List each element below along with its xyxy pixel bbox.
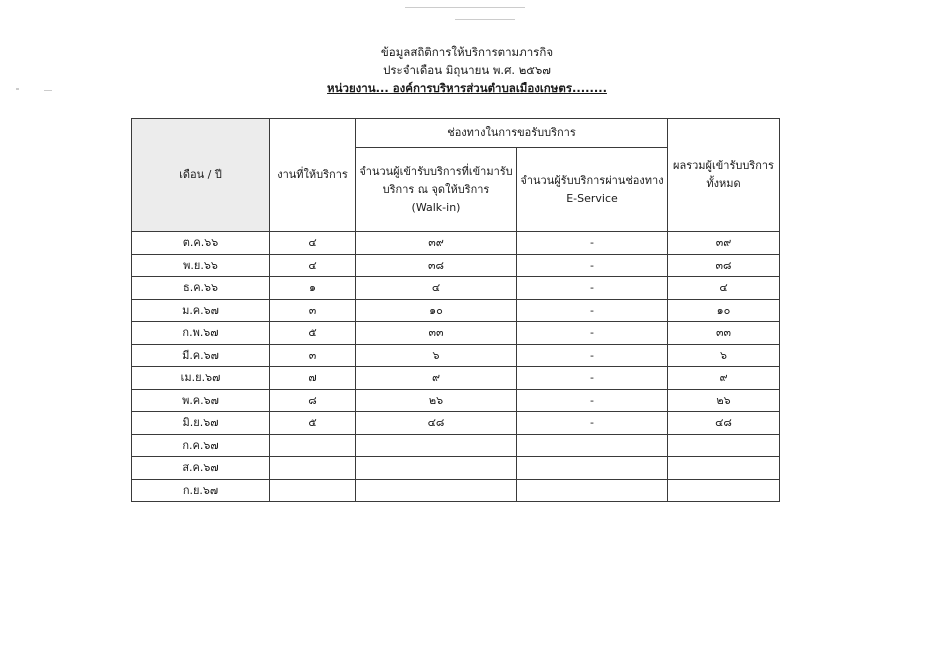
scan-mark-top-small	[455, 19, 515, 20]
cell-service: ๕	[270, 412, 356, 435]
cell-service: ๔	[270, 232, 356, 255]
cell-total: ๓๓	[668, 322, 780, 345]
cell-total: ๓๘	[668, 254, 780, 277]
header-total-line2: ทั้งหมด	[706, 177, 741, 190]
table-row	[132, 322, 780, 345]
cell-service: ๘	[270, 389, 356, 412]
cell-eservice: -	[517, 299, 668, 322]
table-row	[132, 254, 780, 277]
header-eservice	[517, 148, 668, 232]
cell-service: ๓	[270, 344, 356, 367]
cell-service: ๗	[270, 367, 356, 390]
cell-month: ม.ค.๖๗	[132, 299, 270, 322]
header-walk-in-line3: (Walk-in)	[411, 200, 461, 214]
cell-month: ธ.ค.๖๖	[132, 277, 270, 300]
cell-eservice: -	[517, 232, 668, 255]
header-month: เดือน / ปี	[132, 119, 270, 232]
cell-eservice: -	[517, 277, 668, 300]
table-row	[132, 232, 780, 255]
cell-month: ก.พ.๖๗	[132, 322, 270, 345]
doc-title: ข้อมูลสถิติการให้บริการตามภารกิจ	[380, 45, 554, 59]
header-total-line1: ผลรวมผู้เข้ารับบริการ	[673, 159, 774, 172]
cell-month: ส.ค.๖๗	[132, 457, 270, 480]
cell-total: ๖	[668, 344, 780, 367]
cell-service: ๕	[270, 322, 356, 345]
table-row	[132, 299, 780, 322]
cell-eservice: -	[517, 389, 668, 412]
header-total	[668, 119, 780, 232]
cell-eservice	[517, 434, 668, 457]
cell-eservice: -	[517, 254, 668, 277]
header-walk-in-line1: จำนวนผู้เข้ารับบริการที่เข้ามารับ	[359, 164, 513, 178]
cell-eservice: -	[517, 322, 668, 345]
cell-total: ๒๖	[668, 389, 780, 412]
cell-eservice: -	[517, 367, 668, 390]
cell-total: ๙	[668, 367, 780, 390]
cell-service: ๓	[270, 299, 356, 322]
table-row	[132, 277, 780, 300]
cell-walk-in: ๓๓	[356, 322, 517, 345]
cell-month: พ.ค.๖๗	[132, 389, 270, 412]
table-row	[132, 389, 780, 412]
table-row	[132, 412, 780, 435]
cell-walk-in	[356, 457, 517, 480]
cell-walk-in: ๓๘	[356, 254, 517, 277]
cell-month: ก.ย.๖๗	[132, 479, 270, 502]
cell-service	[270, 457, 356, 480]
cell-month: เม.ย.๖๗	[132, 367, 270, 390]
cell-total: ๔๘	[668, 412, 780, 435]
cell-walk-in: ๒๖	[356, 389, 517, 412]
table-row	[132, 344, 780, 367]
header-eservice-line1: จำนวนผู้รับบริการผ่านช่องทาง	[520, 173, 664, 187]
cell-total	[668, 434, 780, 457]
cell-service	[270, 479, 356, 502]
cell-service	[270, 434, 356, 457]
header-channel-group: ช่องทางในการขอรับบริการ	[356, 119, 668, 148]
cell-service: ๔	[270, 254, 356, 277]
doc-agency: หน่วยงาน... องค์การบริหารส่วนตำบลเมืองเกษตร........	[327, 81, 607, 95]
statistics-table	[131, 118, 780, 502]
cell-total: ๔	[668, 277, 780, 300]
cell-walk-in: ๙	[356, 367, 517, 390]
cell-walk-in: ๔	[356, 277, 517, 300]
cell-month: พ.ย.๖๖	[132, 254, 270, 277]
table-row	[132, 457, 780, 480]
cell-service: ๑	[270, 277, 356, 300]
cell-eservice	[517, 479, 668, 502]
cell-month: มิ.ย.๖๗	[132, 412, 270, 435]
cell-total	[668, 479, 780, 502]
header-walk-in	[356, 148, 517, 232]
scan-mark-top	[405, 7, 525, 8]
cell-walk-in: ๔๘	[356, 412, 517, 435]
cell-walk-in: ๓๙	[356, 232, 517, 255]
header-eservice-line2: E-Service	[566, 191, 618, 205]
cell-month: ต.ค.๖๖	[132, 232, 270, 255]
cell-month: มี.ค.๖๗	[132, 344, 270, 367]
cell-total	[668, 457, 780, 480]
cell-total: ๑๐	[668, 299, 780, 322]
cell-walk-in: ๖	[356, 344, 517, 367]
cell-eservice	[517, 457, 668, 480]
table-row	[132, 434, 780, 457]
cell-total: ๓๙	[668, 232, 780, 255]
table-row	[132, 479, 780, 502]
cell-walk-in	[356, 434, 517, 457]
header-service-count: งานที่ให้บริการ	[270, 119, 356, 232]
cell-walk-in	[356, 479, 517, 502]
cell-month: ก.ค.๖๗	[132, 434, 270, 457]
doc-period: ประจำเดือน มิถุนายน พ.ศ. ๒๕๖๗	[383, 63, 551, 77]
table-row	[132, 367, 780, 390]
cell-eservice: -	[517, 344, 668, 367]
header-walk-in-line2: บริการ ณ จุดให้บริการ	[382, 182, 490, 196]
cell-eservice: -	[517, 412, 668, 435]
cell-walk-in: ๑๐	[356, 299, 517, 322]
